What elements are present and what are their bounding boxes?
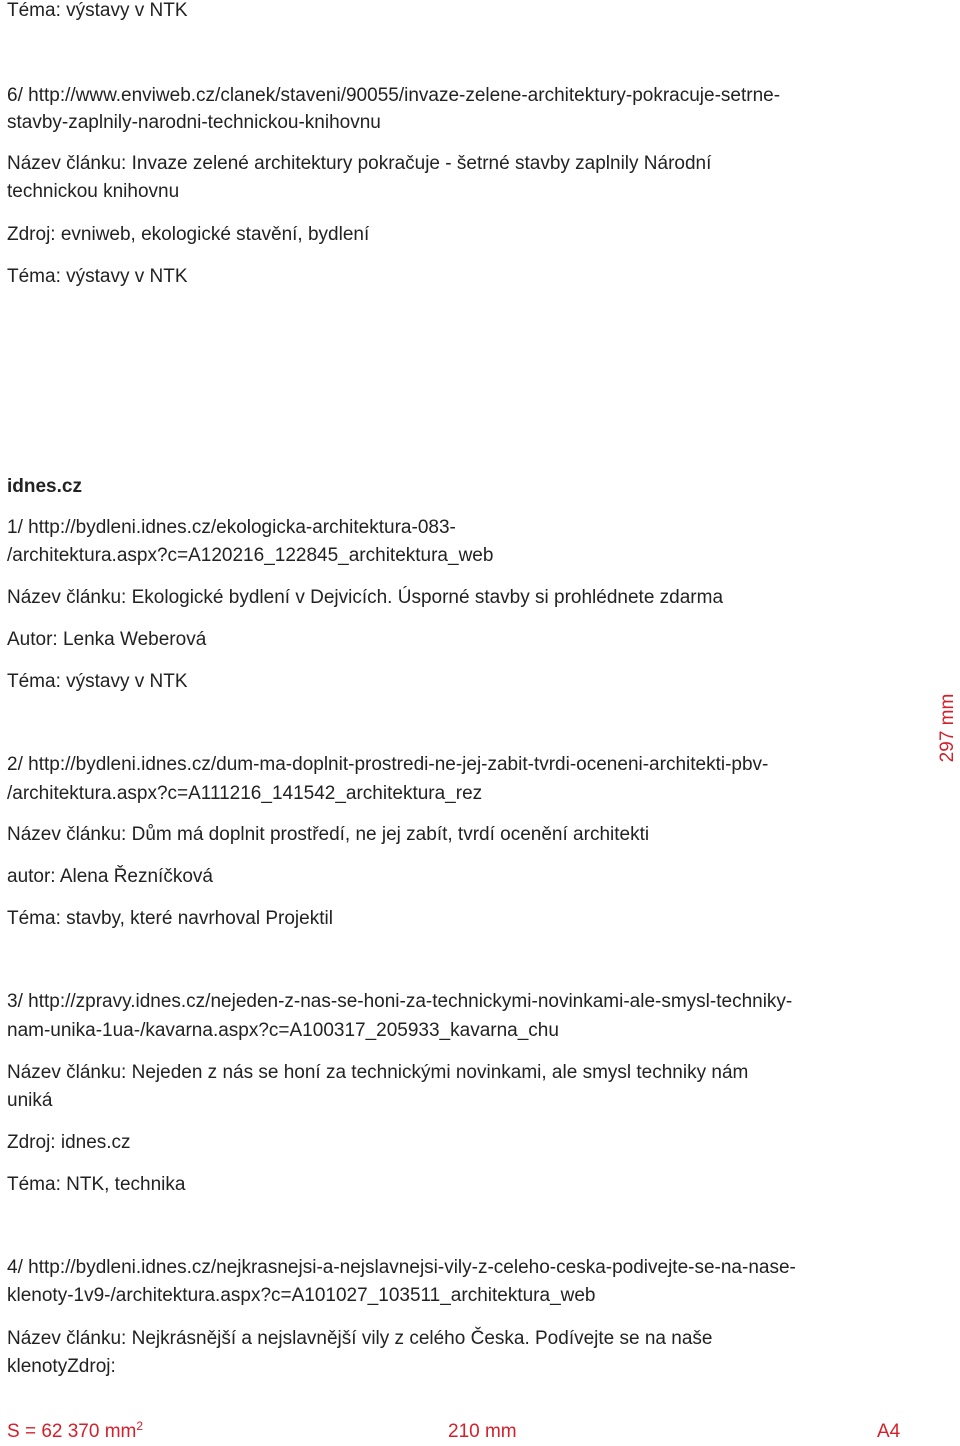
top-tema: Téma: výstavy v NTK: [7, 0, 188, 21]
envi-zdroj: Zdroj: evniweb, ekologické stavění, bydlení: [7, 224, 370, 245]
item-1-tema: Téma: výstavy v NTK: [7, 671, 188, 692]
item-4-url-line-2: klenoty-1v9-/architektura.aspx?c=A101027_103511_architektura_web: [7, 1285, 596, 1306]
item-3-zdroj: Zdroj: idnes.cz: [7, 1132, 131, 1153]
envi-url-line-2: stavby-zaplnily-narodni-technickou-knihovnu: [7, 112, 381, 133]
page-width-label: 210 mm: [448, 1421, 517, 1442]
item-3-url-line-1: 3/ http://zpravy.idnes.cz/nejeden-z-nas-se-honi-za-technickymi-novinkami-ale-smysl-techniky-: [7, 991, 793, 1012]
item-2-tema: Téma: stavby, které navrhoval Projektil: [7, 908, 333, 929]
item-2-nazev: Název článku: Dům má doplnit prostředí, ne jej zabít, tvrdí ocenění architekti: [7, 824, 650, 845]
item-2-url-line-2: /architektura.aspx?c=A111216_141542_architektura_rez: [7, 783, 483, 804]
envi-tema: Téma: výstavy v NTK: [7, 266, 188, 287]
item-3-tema: Téma: NTK, technika: [7, 1174, 186, 1195]
envi-url-line-1: 6/ http://www.enviweb.cz/clanek/staveni/90055/invaze-zelene-architektury-pokracuje-setrne-: [7, 85, 781, 106]
item-3-nazev-line-1: Název článku: Nejeden z nás se honí za technickými novinkami, ale smysl techniky nám: [7, 1062, 749, 1083]
item-1-url-line-1: 1/ http://bydleni.idnes.cz/ekologicka-architektura-083-: [7, 517, 456, 538]
item-1-url-line-2: /architektura.aspx?c=A120216_122845_architektura_web: [7, 545, 494, 566]
area-value: S = 62 370 mm: [7, 1421, 137, 1442]
area-exponent: 2: [136, 1419, 144, 1433]
item-2-url-line-1: 2/ http://bydleni.idnes.cz/dum-ma-doplnit-prostredi-ne-jej-zabit-tvrdi-oceneni-architekti-pbv-: [7, 754, 769, 775]
section-heading-idnes: idnes.cz: [7, 476, 82, 497]
area-label: [7, 1418, 143, 1446]
item-3-url-line-2: nam-unika-1ua-/kavarna.aspx?c=A100317_205933_kavarna_chu: [7, 1020, 559, 1041]
format-label: A4: [877, 1421, 901, 1442]
page-height-label: 297 mm: [937, 693, 958, 763]
item-4-nazev-line-1: Název článku: Nejkrásnější a nejslavnější vily z celého Česka. Podívejte se na naše: [7, 1328, 713, 1349]
envi-nazev-line-1: Název článku: Invaze zelené architektury pokračuje - šetrné stavby zaplnily Národní: [7, 153, 712, 174]
envi-nazev-line-2: technickou knihovnu: [7, 181, 180, 202]
item-4-nazev-line-2: klenotyZdroj:: [7, 1356, 116, 1377]
item-2-autor: autor: Alena Řezníčková: [7, 866, 213, 887]
item-1-autor: Autor: Lenka Weberová: [7, 629, 207, 650]
item-1-nazev: Název článku: Ekologické bydlení v Dejvicích. Úsporné stavby si prohlédnete zdarma: [7, 587, 724, 608]
item-3-nazev-line-2: uniká: [7, 1090, 53, 1111]
item-4-url-line-1: 4/ http://bydleni.idnes.cz/nejkrasnejsi-a-nejslavnejsi-vily-z-celeho-ceska-podivejte-se-na-nase-: [7, 1257, 796, 1278]
